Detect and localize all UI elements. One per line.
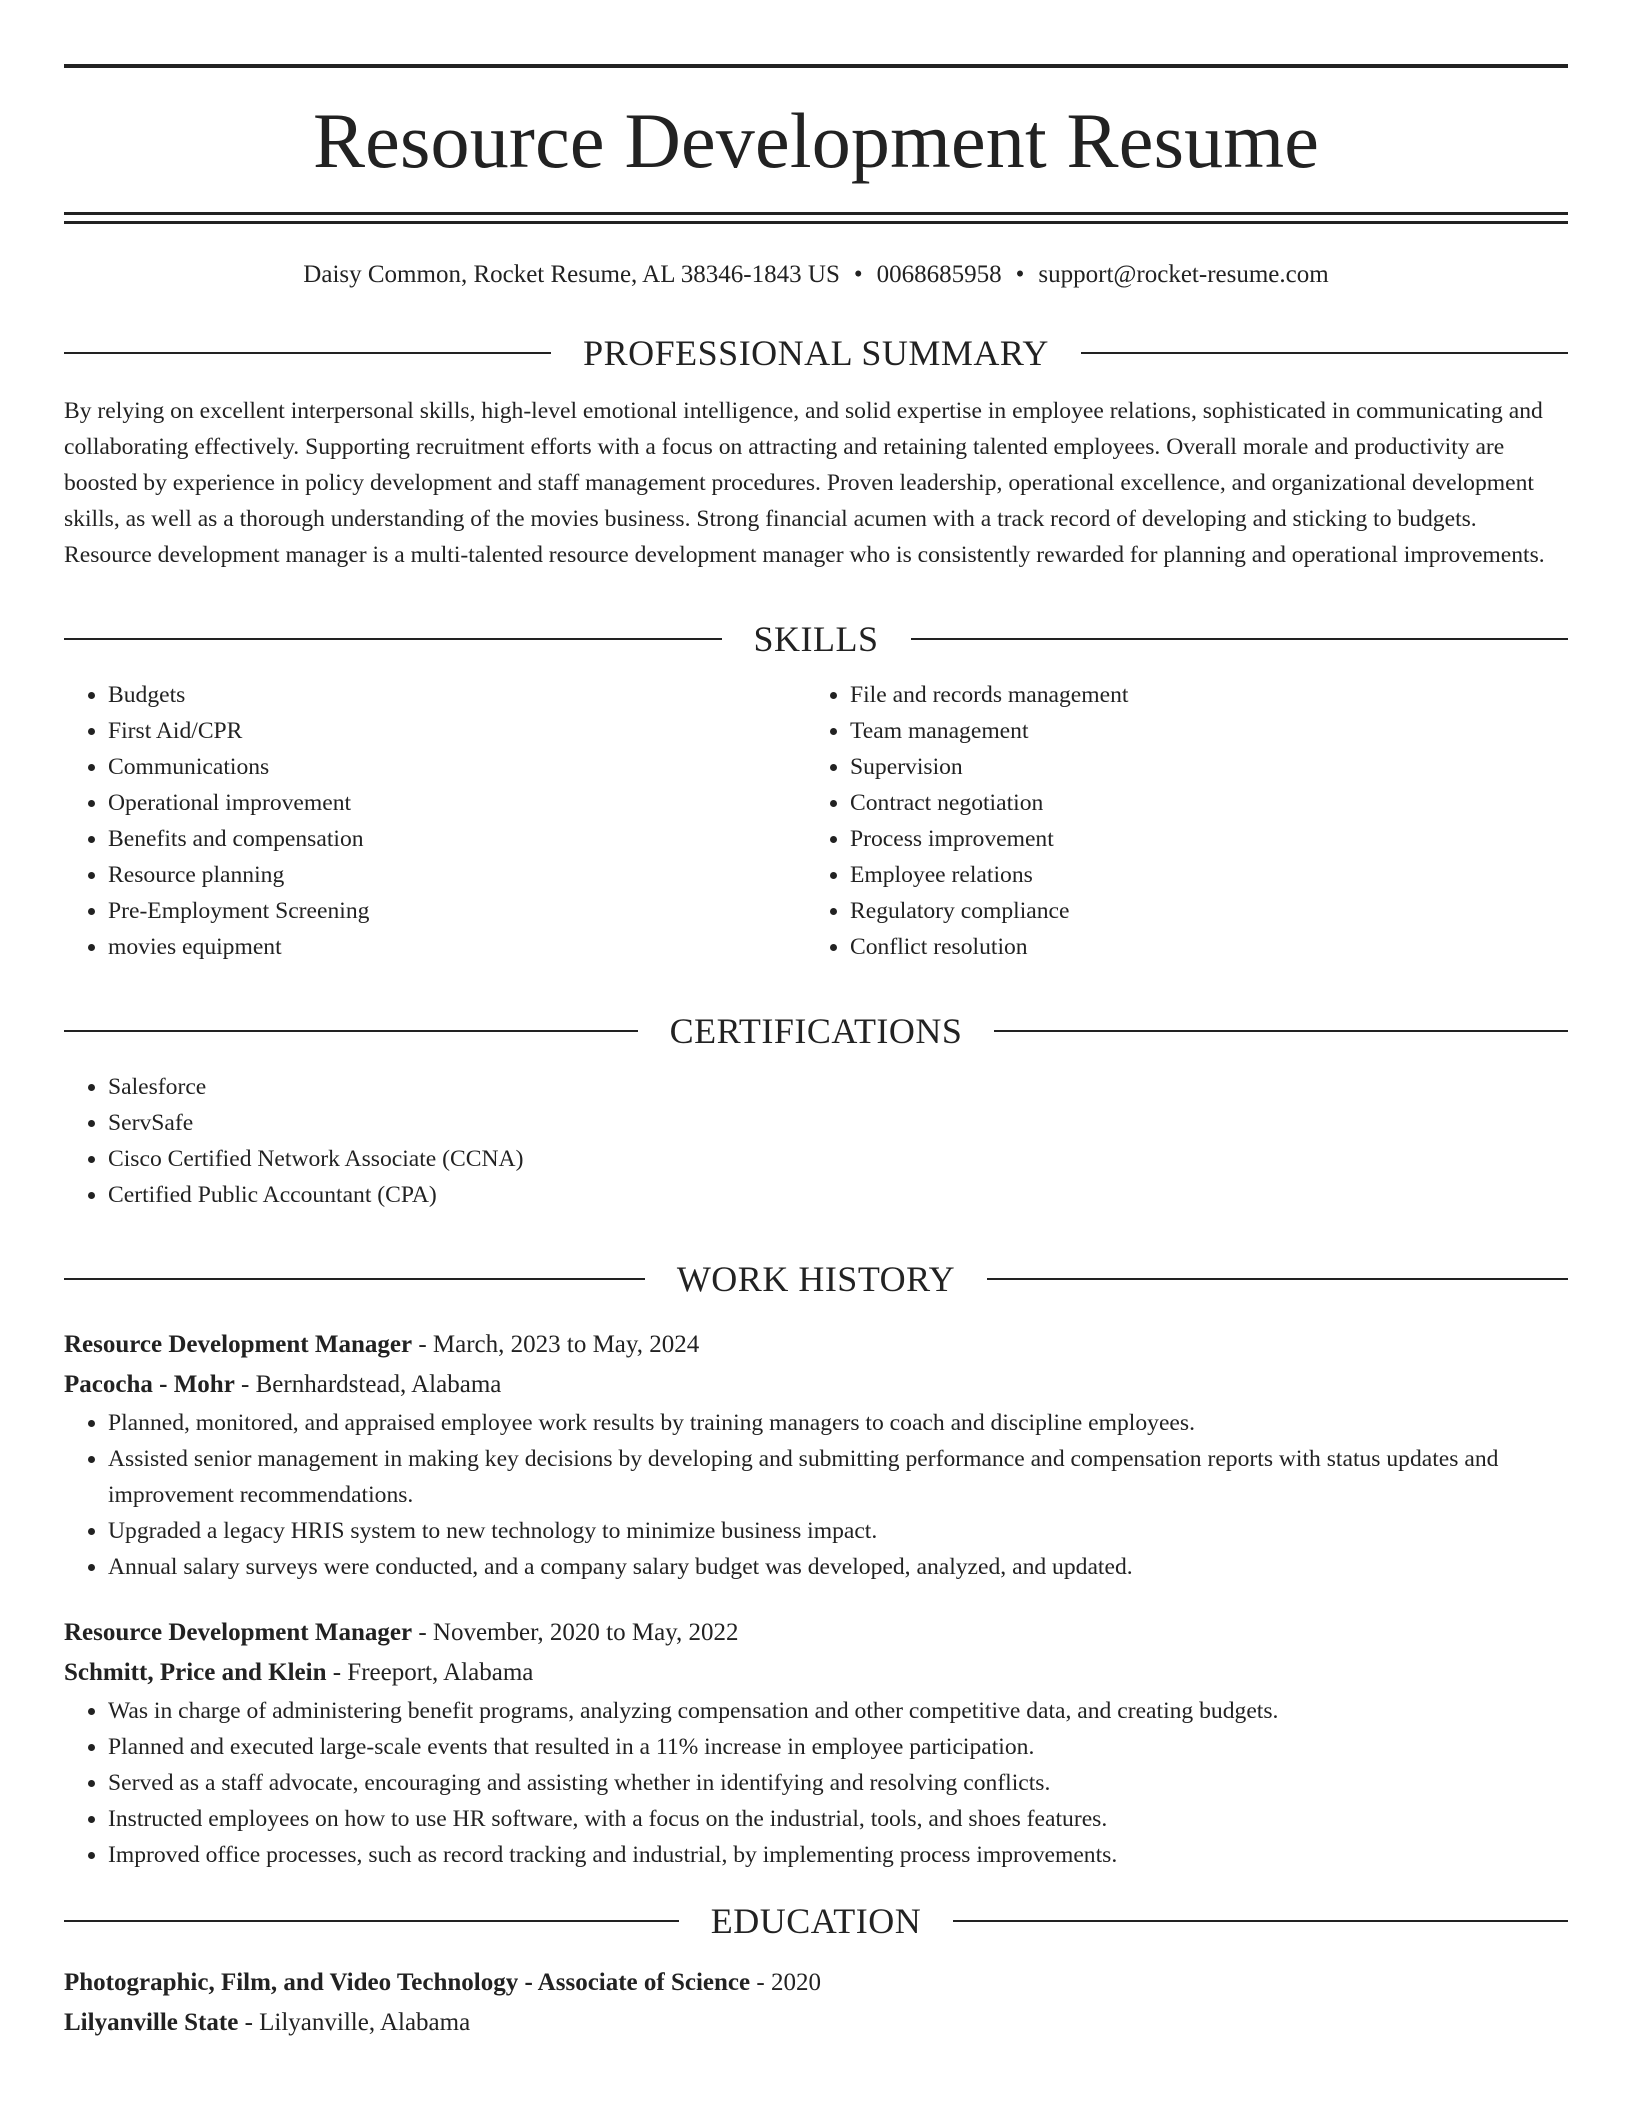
skills-column-right [806,677,1548,965]
contact-line [64,262,1568,287]
resume-title: Resource Development Resume [312,97,1320,184]
skill-item: • Process improvement [850,821,1548,857]
job-title-line [64,1325,1568,1365]
job-location: - Freeport, Alabama [326,1659,534,1686]
skill-item: • Team management [850,713,1548,749]
heading-rule-left [64,638,722,640]
skill-item: • Pre-Employment Screening [108,893,806,929]
job-bullet: • Planned and executed large-scale events that resulted in a 11% increase in employee participation. [108,1729,1568,1765]
job-title-line [64,1613,1568,1653]
skill-item: • Contract negotiation [850,785,1548,821]
heading-rule-left [64,1278,645,1280]
skill-item: • Operational improvement [108,785,806,821]
bullet-separator: • [1015,261,1025,288]
section-title: SKILLS [753,619,879,659]
skills-list [64,677,1568,965]
skill-item: • Regulatory compliance [850,893,1548,929]
heading-rule-right [911,638,1569,640]
heading-rule-left [64,352,551,354]
job-bullet: • Assisted senior management in making key decisions by developing and submitting performance and compensation reports with status updates and improvement recommendations. [108,1441,1568,1513]
heading-rule-right [987,1278,1568,1280]
job-bullet: • Was in charge of administering benefit programs, analyzing compensation and other competitive data, and creating budgets. [108,1693,1568,1729]
contact-email: support@rocket-resume.com [1038,261,1329,288]
skill-item: • movies equipment [108,929,806,965]
job-bullet: • Planned, monitored, and appraised employee work results by training managers to coach and discipline employees. [108,1405,1568,1441]
job-title: Resource Development Manager [64,1619,413,1646]
education-entry [64,1963,1568,2043]
skill-item: • Benefits and compensation [108,821,806,857]
double-rule [64,212,1568,224]
job-entry [64,1613,1568,1873]
skills-column-left [64,677,806,965]
education-year: - 2020 [750,1969,821,1996]
skill-item: • Communications [108,749,806,785]
job-dates: - November, 2020 to May, 2022 [412,1619,739,1646]
job-location: - Bernhardstead, Alabama [234,1371,502,1398]
heading-rule-left [64,1920,679,1922]
education-school: Lilyanville State [64,2009,239,2036]
skill-item: • Budgets [108,677,806,713]
job-entry [64,1325,1568,1585]
job-company-line [64,1653,1568,1693]
resume-page [64,64,1568,2043]
section-title: CERTIFICATIONS [669,1011,963,1051]
contact-phone: 0068685958 [876,261,1002,288]
section-heading-summary [64,335,1568,371]
heading-rule-right [953,1920,1568,1922]
contact-address: Daisy Common, Rocket Resume, AL 38346-1843 US [303,261,840,288]
skill-item: • Employee relations [850,857,1548,893]
education-degree: Photographic, Film, and Video Technology - Associate of Science [64,1969,751,1996]
heading-rule-right [994,1030,1568,1032]
education-degree-line [64,1963,1568,2003]
skill-item: • Conflict resolution [850,929,1548,965]
job-bullets [64,1693,1568,1873]
section-title: WORK HISTORY [676,1259,956,1299]
education-location: - Lilyanville, Alabama [238,2009,471,2036]
certification-item: • Cisco Certified Network Associate (CCNA) [108,1141,1568,1177]
job-bullet: • Improved office processes, such as record tracking and industrial, by implementing process improvements. [108,1837,1568,1873]
skill-item: • First Aid/CPR [108,713,806,749]
section-heading-skills [64,621,1568,657]
section-heading-certifications [64,1013,1568,1049]
summary-paragraph: By relying on excellent interpersonal skills, high-level emotional intelligence, and solid expertise in employee relations, sophisticated in communicating and collaborating effectively. Supporting recruitment efforts with a focus on attracting and retaining talented employees. Overall morale and productivity are boosted by experience in policy development and staff management procedures. Proven leadership, operational excellence, and organizational development skills, as well as a thorough understanding of the movies business. Strong financial acumen with a track record of developing and sticking to budgets. Resource development manager is a multi-talented resource development manager who is consistently rewarded for planning and operational improvements. [64,398,1545,568]
section-heading-work-history [64,1261,1568,1297]
bullet-separator: • [853,261,863,288]
job-bullet: • Instructed employees on how to use HR software, with a focus on the industrial, tools, and shoes features. [108,1801,1568,1837]
skill-item: • Resource planning [108,857,806,893]
certification-item: • Salesforce [108,1069,1568,1105]
skill-item: • File and records management [850,677,1548,713]
job-title: Resource Development Manager [64,1331,413,1358]
job-bullet: • Served as a staff advocate, encouraging and assisting whether in identifying and resolving conflicts. [108,1765,1568,1801]
skill-item: • Supervision [850,749,1548,785]
certification-item: • Certified Public Accountant (CPA) [108,1177,1568,1213]
job-bullet: • Annual salary surveys were conducted, and a company salary budget was developed, analyzed, and updated. [108,1549,1568,1585]
job-bullet: • Upgraded a legacy HRIS system to new technology to minimize business impact. [108,1513,1568,1549]
certification-item: • ServSafe [108,1105,1568,1141]
job-company: Pacocha - Mohr [64,1371,235,1398]
section-title: EDUCATION [710,1901,922,1941]
heading-rule-right [1081,352,1568,354]
heading-rule-left [64,1030,638,1032]
top-rule [64,64,1568,68]
job-bullets [64,1405,1568,1585]
section-title: PROFESSIONAL SUMMARY [583,333,1049,373]
section-heading-education [64,1903,1568,1939]
certifications-list [64,1069,1568,1213]
job-company-line [64,1365,1568,1405]
education-school-line [64,2003,1568,2043]
job-company: Schmitt, Price and Klein [64,1659,327,1686]
job-dates: - March, 2023 to May, 2024 [412,1331,700,1358]
